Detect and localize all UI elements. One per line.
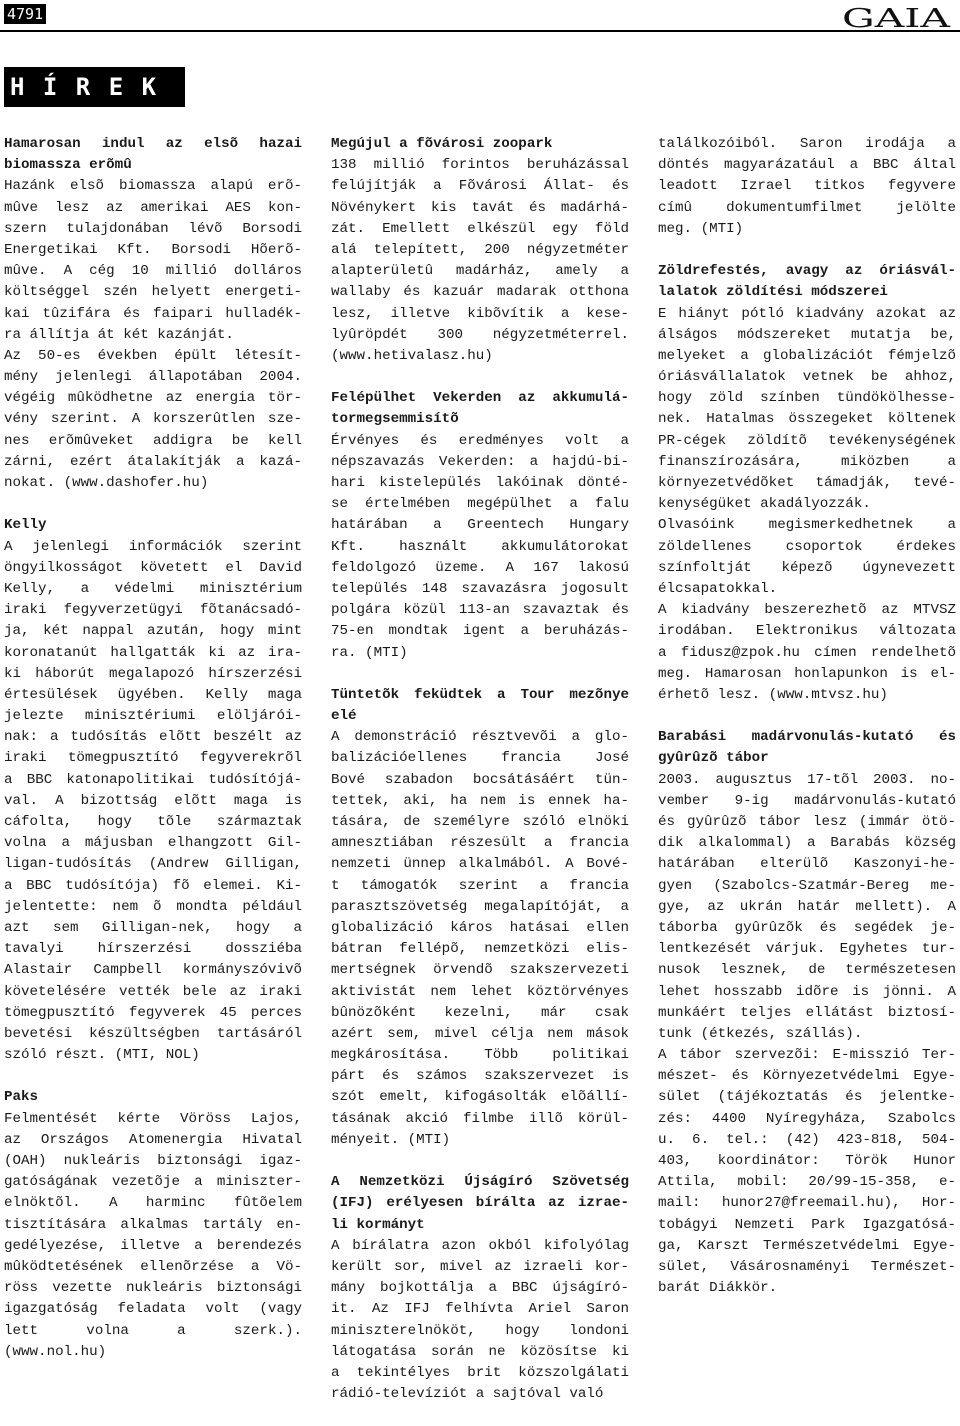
body-line: barát Diákkör. xyxy=(658,1280,778,1297)
body-line: zárni, ezért átalakítják a kazá- xyxy=(4,453,302,470)
body-line: finanszírozására, miközben a xyxy=(658,453,956,470)
body-line: azért sem, mivel célja nem mások xyxy=(331,1025,629,1042)
title-line: (IFJ) erélyesen bírálta az izrae- xyxy=(331,1195,629,1212)
body-line: színfoltját képezõ úgynevezett xyxy=(658,559,956,576)
body-line: hari kistelepülés lakóinak dönté- xyxy=(331,475,629,491)
body-line: val. A bizottság elõtt maga is xyxy=(4,792,302,809)
body-line: találkozóiból. Saron irodája a xyxy=(658,136,956,152)
body-line: vember 9-ig madárvonulás-kutató xyxy=(658,792,956,809)
body-line: parasztszövetség megalapítóját, a xyxy=(331,898,629,915)
article xyxy=(4,134,302,494)
body-line: lett volna a szerk.). xyxy=(4,1322,302,1339)
body-line: t támogatók szerint a francia xyxy=(331,877,629,894)
body-line: melyeket a globalizációt fémjelzõ xyxy=(658,347,956,364)
body-line: tobágyi Nemzeti Park Igazgatósá- xyxy=(658,1216,956,1233)
body-line: 138 millió forintos beruházással xyxy=(331,157,629,174)
body-line: a tekintélyes brit közszolgálati xyxy=(331,1364,629,1381)
body-line: Alastair Campbell kormányszóvivõ xyxy=(4,962,302,979)
body-line: tunk (étkezés, szállás). xyxy=(658,1025,863,1042)
body-line: gatóságának vezetõje a miniszter- xyxy=(4,1174,302,1191)
body-line: párt és számos szakszervezet is xyxy=(331,1068,629,1085)
body-line: gye, az ukrán határ mellett). A xyxy=(658,898,956,915)
body-line: bûnözõként kezelni, már csak xyxy=(331,1004,629,1021)
title-line: Barabási madárvonulás-kutató és xyxy=(658,729,956,746)
body-line: táborba gyûrûzõk és segédek je- xyxy=(658,919,956,936)
article-title xyxy=(658,727,956,769)
body-line: határában elterülõ Kaszonyi-he- xyxy=(658,856,956,873)
body-line: vény szerint. A korszerûtlen sze- xyxy=(4,411,302,428)
body-line: lehet hosszabb idõre is jönni. A xyxy=(658,983,956,1000)
body-line: tására, de személyre szóló elnöki xyxy=(331,814,629,830)
article xyxy=(4,1087,302,1362)
body-line: mûve. A cég 10 millió dolláros xyxy=(4,263,302,280)
body-line: a BBC katonapolitikai tudósítójá- xyxy=(4,771,302,788)
title-line: Tüntetõk feküdtek a Tour mezõnye xyxy=(331,686,629,703)
article-body xyxy=(331,1236,629,1406)
body-line: mûve lesz az amerikai AES kon- xyxy=(4,199,302,216)
article xyxy=(658,261,956,706)
article-title xyxy=(331,388,629,430)
body-line: szern tulajdonában lévõ Borsodi xyxy=(4,220,302,237)
body-line: és gyûrûzõ tábor lesz (immár ötö- xyxy=(658,814,956,830)
body-line: Energetikai Kft. Borsodi Hõerõ- xyxy=(4,241,302,258)
body-line: óriásvállalatok vetnek be ahhoz, xyxy=(658,369,956,386)
body-line: Érvényes és eredményes volt a xyxy=(331,432,629,449)
body-line: mail: hunor27@freemail.hu), Hor- xyxy=(658,1195,956,1212)
body-line: megkárosítása. Több politikai xyxy=(331,1047,629,1064)
body-line: Attila, mobil: 20/99-15-358, e- xyxy=(658,1174,956,1191)
body-line: mészet- és Környezetvédelmi Egye- xyxy=(658,1068,956,1085)
title-line: Zöldrefestés, avagy az óriásvál- xyxy=(658,263,956,280)
body-line: (www.nol.hu) xyxy=(4,1343,107,1360)
body-line: azt sem Gilligan-nek, hogy a xyxy=(4,919,302,936)
body-line: település 148 szavazásra jogosult xyxy=(331,580,629,597)
body-line: Hazánk elsõ biomassza alapú erõ- xyxy=(4,178,302,195)
body-line: 2003. augusztus 17-tõl 2003. no- xyxy=(658,771,956,788)
body-line: mány bojkottálja a BBC újságíró- xyxy=(331,1280,629,1297)
body-line: tettek, aki, ha nem is ennek ha- xyxy=(331,792,629,809)
body-line: se értelmében megépülhet a falu xyxy=(331,496,629,513)
body-line: ra állítja át két kazánját. xyxy=(4,326,234,343)
column-3 xyxy=(658,134,956,1321)
body-line: rádió-televíziót a sajtóval való xyxy=(331,1386,604,1403)
body-line: A demonstráció résztvevõi a glo- xyxy=(331,729,629,746)
body-line: álságos módszereket mutatja be, xyxy=(658,326,956,343)
body-line: végéig mûködhetne az energia tör- xyxy=(4,390,302,407)
body-line: élcsapatokkal. xyxy=(658,580,778,597)
body-line: dik alkalommal) a Barabás község xyxy=(658,835,956,852)
article-title xyxy=(331,1172,629,1236)
body-line: nak: a tudósítás elõtt beszélt az xyxy=(4,729,302,746)
body-line: tömegpusztító fegyverek 45 perces xyxy=(4,1004,302,1021)
body-line: kai tûzifára és faipari hulladék- xyxy=(4,305,302,322)
article-title xyxy=(331,134,629,155)
body-line: érhetõ lesz. (www.mtvsz.hu) xyxy=(658,686,888,703)
body-line: bevetési készültségben tartásáról xyxy=(4,1025,302,1042)
body-line: került sor, mivel az izraeli kor- xyxy=(331,1258,629,1275)
body-line: A bírálatra azon okból kifolyólag xyxy=(331,1237,629,1254)
gaia-logo xyxy=(840,4,952,30)
body-line: döntés magyarázatául a BBC által xyxy=(658,157,956,174)
article-body xyxy=(658,304,956,707)
body-line: Kft. használt akkumulátorokat xyxy=(331,538,629,555)
body-line: igazgatóság feladata volt (vagy xyxy=(4,1301,302,1318)
body-line: zés: 4400 Nyíregyháza, Szabolcs xyxy=(658,1110,956,1127)
body-line: aktivistát nem lehet köztörvényes xyxy=(331,983,629,1000)
article-body xyxy=(331,155,629,367)
article-title xyxy=(331,685,629,727)
body-line: mertségnek örvendõ szakszervezeti xyxy=(331,962,629,979)
body-line: iraki fegyverzetügyi fõtanácsadó- xyxy=(4,602,302,619)
body-line: zöldellenes csoportok érdekes xyxy=(658,538,956,555)
article-body xyxy=(331,727,629,1151)
body-line: 75-en mondtak igent a beruházás- xyxy=(331,623,629,640)
body-line: sület, Vásárosnaményi Természet- xyxy=(658,1258,956,1275)
body-line: Növénykert kis tavát és madárhá- xyxy=(331,199,629,216)
body-line: sület (tájékoztatás és jelentke- xyxy=(658,1089,956,1106)
body-line: kenységüket akadályozzák. xyxy=(658,496,871,513)
article-title xyxy=(4,515,302,536)
title-line: elé xyxy=(331,708,357,725)
article-body xyxy=(331,431,629,664)
body-line: ményeit. (MTI) xyxy=(331,1131,451,1148)
article-title xyxy=(4,1087,302,1108)
body-line: alá telepített, 200 négyzetméter xyxy=(331,241,629,258)
article-title xyxy=(658,261,956,303)
article-body xyxy=(658,134,956,240)
body-line: feldolgozó üzeme. A 167 lakosú xyxy=(331,559,629,576)
body-line: értesülések ügyében. Kelly maga xyxy=(4,686,302,703)
title-line: A Nemzetközi Újságíró Szövetség xyxy=(331,1174,629,1191)
body-line: it. Az IFJ felhívta Ariel Saron xyxy=(331,1301,629,1318)
body-line: nek. Hatalmas összegeket költenek xyxy=(658,411,956,428)
body-line: leadott Izrael titkos fegyvere xyxy=(658,178,956,195)
article-body xyxy=(4,176,302,494)
body-line: ligan-tudósítás (Andrew Gilligan, xyxy=(4,856,302,873)
article xyxy=(331,685,629,1151)
article-title xyxy=(4,134,302,176)
article xyxy=(331,134,629,367)
body-line: mûködtetésének ellenõrzése a Vö- xyxy=(4,1258,302,1275)
body-line: ra. (MTI) xyxy=(331,644,408,661)
header-rule xyxy=(0,30,960,32)
article xyxy=(331,388,629,663)
page-number: 4791 xyxy=(4,4,46,24)
body-line: a fidusz@zpok.hu címen rendelhetõ xyxy=(658,644,956,661)
body-line: lyûröpdét 300 négyzetméterrel. xyxy=(331,326,629,343)
body-line: lesz, illetve kibõvítik a kese- xyxy=(331,305,629,322)
body-line: szót emelt, kifogásolták elõállí- xyxy=(331,1089,629,1106)
body-line: cáfolta, hogy tõle származtak xyxy=(4,814,302,830)
body-line: A tábor szervezõi: E-misszió Ter- xyxy=(658,1047,956,1064)
body-line: meg. (MTI) xyxy=(658,220,744,237)
body-line: volna a májusban elhangzott Gil- xyxy=(4,835,302,852)
body-line: amnesztiában részesült a francia xyxy=(331,835,629,852)
body-line: A jelenlegi információk szerint xyxy=(4,538,302,555)
section-title: H Í R E K xyxy=(4,67,185,107)
body-line: Olvasóink megismerkedhetnek a xyxy=(658,517,956,534)
body-line: követelésére vették bele az iraki xyxy=(4,983,302,1000)
body-line: Kelly, a védelmi minisztérium xyxy=(4,580,302,597)
body-line: címû dokumentumfilmet jelölte xyxy=(658,199,956,216)
body-line: nemzeti ünnep alkalmából. A Bové- xyxy=(331,856,629,873)
title-line: Hamarosan indul az elsõ hazai xyxy=(4,136,302,152)
body-line: koronatanút hallgatták ki az ira- xyxy=(4,644,302,661)
body-line: tásának akció filmbe illõ körül- xyxy=(331,1110,629,1127)
body-line: polgára közül 113-an szavaztak és xyxy=(331,602,629,619)
title-line: biomassza erõmû xyxy=(4,157,132,174)
body-line: Felmentését kérte Vöröss Lajos, xyxy=(4,1110,302,1127)
body-line: (OAH) nukleáris biztonsági igaz- xyxy=(4,1153,302,1169)
body-line: hogy zöld színben tündökölhesse- xyxy=(658,390,956,407)
body-line: környezetvédõket támadják, tevé- xyxy=(658,475,956,491)
title-line: gyûrûzõ tábor xyxy=(658,750,769,767)
body-line: lentkezését várjuk. Egyhetes tur- xyxy=(658,941,956,958)
column-2 xyxy=(331,134,629,1426)
body-line: globalizáció káros hatásai ellen xyxy=(331,919,629,936)
body-line: A kiadvány beszerezhetõ az MTVSZ xyxy=(658,602,956,619)
body-line: tavalyi hírszerzési dossziéba xyxy=(4,941,302,958)
body-line: meg. Hamarosan honlapunkon is el- xyxy=(658,665,956,682)
body-line: ja, két nappal azután, hogy mint xyxy=(4,623,302,640)
body-line: Bové szabadon bocsátásáért tün- xyxy=(331,771,629,788)
body-line: határában a Greentech Hungary xyxy=(331,517,629,534)
body-line: ki háborút megalapozó hírszerzési xyxy=(4,665,302,682)
body-line: gedélyezése, illetve a berendezés xyxy=(4,1237,302,1254)
body-line: wallaby és kazuár madarak otthona xyxy=(331,284,629,301)
body-line: gyen (Szabolcs-Szatmár-Bereg me- xyxy=(658,877,956,894)
body-line: (www.hetivalasz.hu) xyxy=(331,347,493,364)
body-line: Az 50-es években épült létesít- xyxy=(4,347,302,364)
body-line: balizációellenes francia José xyxy=(331,750,629,767)
title-line: lalatok zöldítési módszerei xyxy=(658,284,888,301)
title-line: tormegsemmisítõ xyxy=(331,411,459,428)
title-line: Paks xyxy=(4,1089,39,1106)
body-line: nes erõmûveket addigra be kell xyxy=(4,432,302,449)
body-line: zát. Emellett elkészül egy föld xyxy=(331,220,629,237)
article xyxy=(331,1172,629,1405)
body-line: u. 6. tel.: (42) 423-818, 504- xyxy=(658,1131,956,1148)
body-line: munkáért teljes ellátást biztosí- xyxy=(658,1004,956,1021)
title-line: Megújul a fõvárosi zoopark xyxy=(331,136,553,152)
body-line: népszavazás Vekerden: a hajdú-bi- xyxy=(331,453,629,470)
body-line: röss vezette nukleáris biztonsági xyxy=(4,1280,302,1297)
article-body xyxy=(4,537,302,1067)
body-line: szóló részt. (MTI, NOL) xyxy=(4,1047,200,1064)
body-line: a BBC tudósítója) fõ elemei. Ki- xyxy=(4,877,302,894)
title-line: Felépülhet Vekerden az akkumulá- xyxy=(331,390,629,407)
body-line: alapterületû madárház, amely a xyxy=(331,263,629,280)
body-line: jelentette: nem õ mondta például xyxy=(4,898,302,915)
article-body xyxy=(658,770,956,1300)
body-line: irodában. Elektronikus változata xyxy=(658,623,956,640)
body-line: nusok lesznek, de természetesen xyxy=(658,962,956,979)
body-line: iraki tömegpusztító fegyverekrõl xyxy=(4,750,302,767)
logo-text: GAIA xyxy=(842,4,952,30)
article-body xyxy=(4,1109,302,1363)
body-line: miniszterelnököt, hogy londoni xyxy=(331,1322,629,1339)
body-line: nokat. (www.dashofer.hu) xyxy=(4,475,209,491)
title-line: li kormányt xyxy=(331,1216,425,1233)
body-line: tisztítására alkalmas tartály en- xyxy=(4,1216,302,1233)
body-line: jelezte minisztériumi elöljárói- xyxy=(4,708,302,725)
body-line: elnöktõl. A harminc fûtõelem xyxy=(4,1195,302,1212)
body-line: E hiányt pótló kiadvány azokat az xyxy=(658,305,956,322)
body-line: ga, Karszt Természetvédelmi Egye- xyxy=(658,1237,956,1254)
body-line: mény jelenlegi állapotában 2004. xyxy=(4,369,302,386)
body-line: költséggel szén helyett energeti- xyxy=(4,284,302,301)
article xyxy=(658,134,956,240)
column-1 xyxy=(4,134,302,1384)
article xyxy=(4,515,302,1066)
body-line: látogatása során ne közösítse ki xyxy=(331,1343,629,1360)
body-line: öngyilkosságot követett el David xyxy=(4,559,302,576)
body-line: felújítják a Fõvárosi Állat- és xyxy=(331,178,629,195)
body-line: 403, koordinátor: Török Hunor xyxy=(658,1153,956,1169)
body-line: bátran fellépõ, nemzetközi elis- xyxy=(331,941,629,958)
article xyxy=(658,727,956,1299)
body-line: PR-cégek zöldítõ tevékenységének xyxy=(658,432,956,449)
body-line: az Országos Atomenergia Hivatal xyxy=(4,1131,302,1148)
title-line: Kelly xyxy=(4,517,47,534)
